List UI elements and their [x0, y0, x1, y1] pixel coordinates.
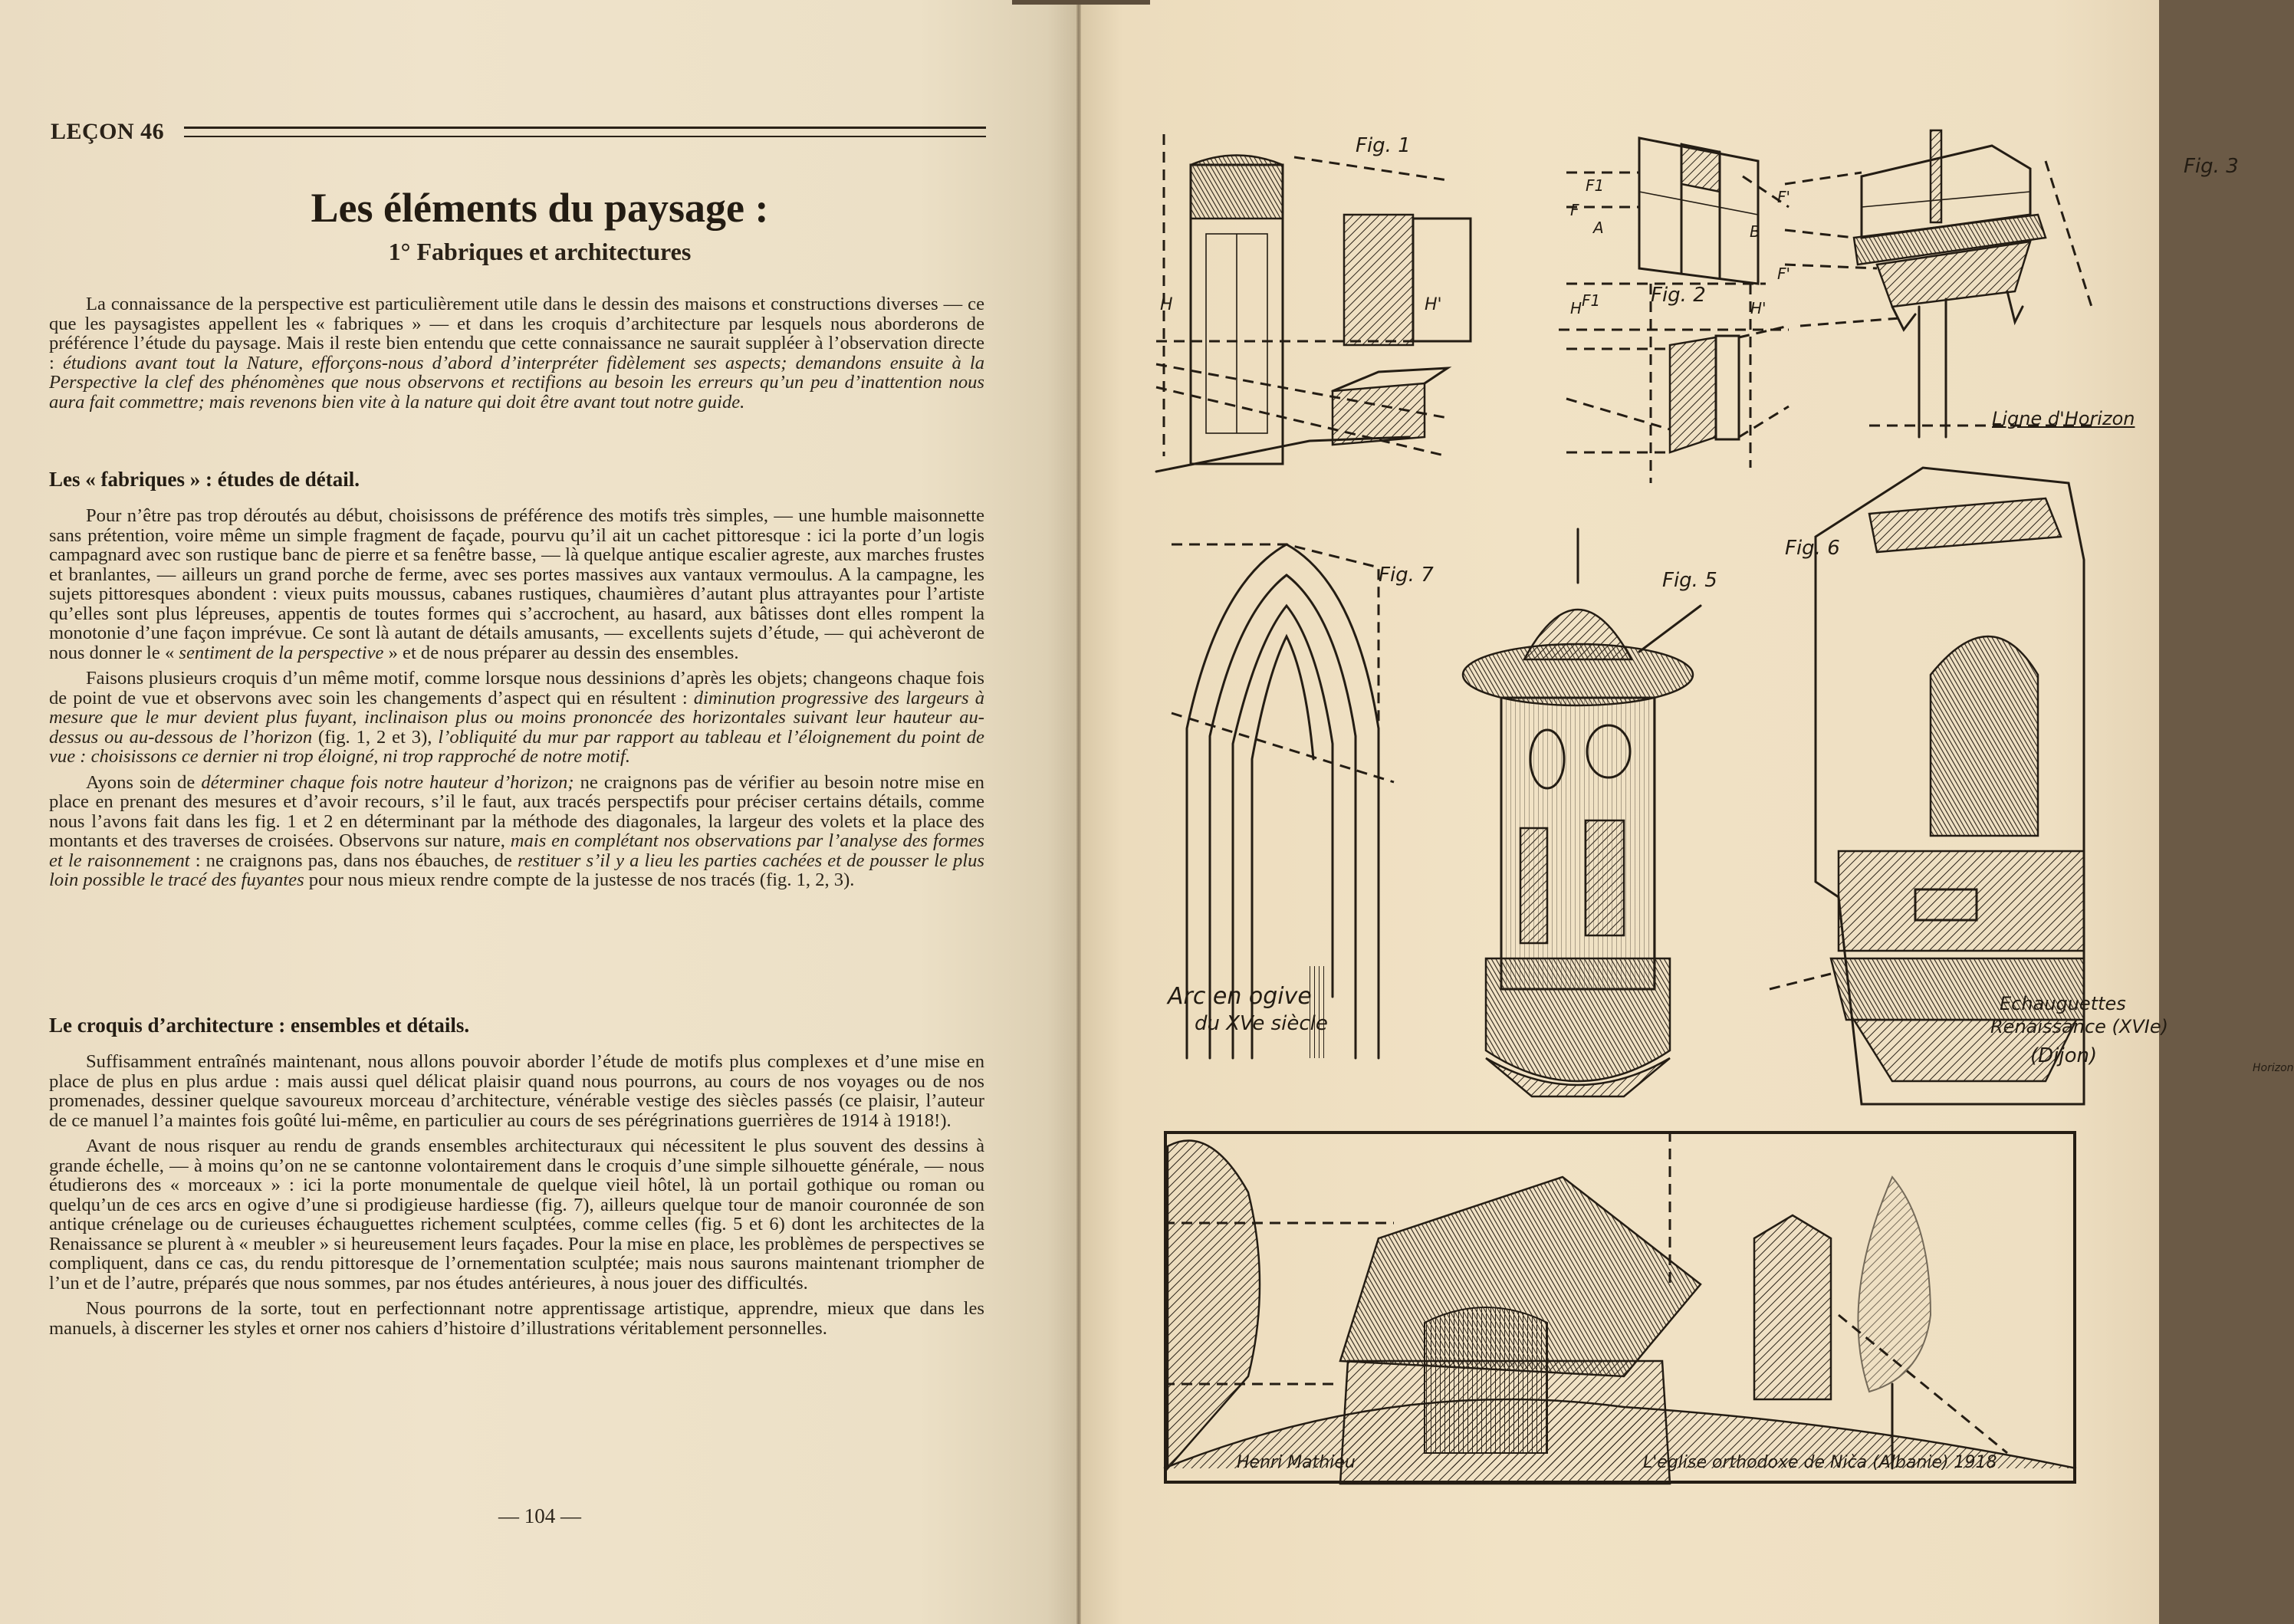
figure-5-turret-sketch	[1455, 529, 1731, 1096]
italic-text: mais en complétant nos observations par l’analyse des formes et le raisonnement	[49, 830, 984, 871]
fig2-mark-f1-low: F1	[1582, 291, 1601, 310]
section-heading-fabriques: Les « fabriques » : études de détail.	[49, 468, 360, 491]
text: Ayons soin de	[86, 771, 202, 793]
fig2-horizon-left: H	[1570, 299, 1582, 317]
fig2-mark-fprime-2: F'	[1777, 265, 1791, 283]
figure-1-door-window-sketch	[1156, 134, 1455, 479]
lesson-header	[51, 117, 986, 147]
fig2-mark-f1: F1	[1586, 176, 1605, 195]
text: Faisons plusieurs croquis d’un même motif, comme lorsque nous dessinions d’après les objets; changeons chaque fois de point de vue et observons avec soin les changements d’aspect qui en résultent :	[49, 668, 984, 708]
text: » et de nous préparer au dessin des ensembles.	[383, 642, 739, 663]
landscape-caption: L'église orthodoxe de Niča (Albanie) 1918	[1643, 1453, 1997, 1472]
fig2-horizon-right: H'	[1750, 299, 1767, 317]
intro-text: La connaissance de la perspective est particulièrement utile dans le dessin des maisons et constructions diverses — ce que les paysagistes appellent les « fabriques » — et dans les croquis d’architecture par lesquels nous aborderons de préférence l’étude du paysage. Mais il reste bien entendu que cette connaissance ne saurait suppléer à l’observation directe :	[49, 294, 984, 373]
fig7-caption-line2: du XVe siècle	[1195, 1012, 1328, 1035]
fig2-mark-fprime: F'	[1777, 188, 1791, 206]
book-gutter	[1076, 0, 1081, 1624]
fig2-mark-b: B	[1750, 222, 1760, 241]
italic-text: déterminer chaque fois notre hauteur d’horizon;	[201, 771, 574, 793]
paragraph: Avant de nous risquer au rendu de grands ensembles architecturaux qui nécessitent le plus souvent des dessins à grande échelle, — à moins qu’on ne se cantonne volontairement dans le croquis d’une simple silhouette générale, — nous étudierons des « morceaux » : ici la porte monumentale de quelque vieil hôtel, là un portail gothique ou roman ou quelqu’un de ces arcs en ogive d’une si prodigieuse hardiesse (fig. 7), ailleurs quelque tour de manoir couronnée de son antique crénelage ou de curieuses échauguettes richement sculptées, comme celles (fig. 5 et 6) dont les architectes de la Renaissance se plurent à « meubler » si heureusement leurs façades. Pour la mise en place, les problèmes de perspectives se compliquent, dans ce cas, du rendu pittoresque de l’ornementation sculptée; mais nous saurons maintenant triompher de l’un et de l’autre, préparés que nous sommes, par nos études antérieures, à nous jouer des difficultés.	[49, 1136, 984, 1294]
italic-text: diminution progressive des largeurs à mesure que le mur devient plus fuyant, inclinaison plus ou moins prononcée des horizontales suivant leur hauteur au-dessus ou au-dessous de l’horizon	[49, 687, 984, 748]
page-subtitle: 1° Fabriques et architectures	[388, 238, 692, 265]
text: ne craignons pas de vérifier au besoin notre mise en place en prenant des mesures et d’avoir recours, s’il le faut, aux tracés perspectifs pour préciser certains détails, comme nous l’avons fait dans les fig. 1 et 2 en déterminant par la méthode des diagonales, la largeur des volets et la place des montants et des traverses de croisées. Observons sur nature,	[49, 771, 984, 851]
text: (fig. 1, 2 et 3),	[312, 726, 439, 748]
fig7-caption-line1: Arc en ogive	[1168, 983, 1312, 1010]
paragraph: Suffisamment entraînés maintenant, nous allons pouvoir aborder l’étude de motifs plus complexes et d’une mise en place de plus en plus ardue : mais aussi quel délicat plaisir quand nous pourrons, au cours de nos voyages ou de nos promenades, dessiner quelque savoureux morceau d’architecture, vénérable vestige des siècles passés (ce plaisir, l’auteur de ce manuel l’a maintes fois goûté lui-même, en particulier au cours de ses pérégrinations guerrières de 1914 à 1918!).	[49, 1051, 984, 1131]
landscape-signature: Henri Mathieu	[1237, 1453, 1356, 1472]
page-title: Les éléments du paysage :	[311, 185, 769, 231]
section-fabriques-body	[49, 506, 984, 896]
italic-text: sentiment de la perspective	[179, 642, 384, 663]
page-number: — 104 —	[498, 1504, 581, 1527]
fig2-label: Fig. 2	[1651, 284, 1706, 307]
header-rule	[184, 127, 986, 137]
section-croquis-body	[49, 1052, 984, 1344]
fig1-horizon-right: H'	[1425, 295, 1442, 314]
italic-text: restituer s’il y a lieu les parties cachées et de pousser le plus loin possible le tracé des fuyantes	[49, 850, 984, 890]
italic-text: l’obliquité du mur par rapport au tableau et l’éloignement du point de vue : choisissons ce dernier ni trop éloigné, ni trop rapproché de notre motif.	[49, 726, 984, 767]
paragraph	[49, 669, 984, 767]
section-heading-croquis: Le croquis d’architecture : ensembles et détails.	[49, 1014, 470, 1037]
text: Pour n’être pas trop déroutés au début, choisissons de préférence des motifs très simples, — une humble maisonnette sans prétention, voire même un simple fragment de façade, pourvu qu’il ait un cachet pittoresque : ici la porte d’un logis campagnard avec son rustique banc de pierre et sa fenêtre basse, — là quelque antique escalier agreste, aux marches frustes et branlantes, — ailleurs un grand porche de ferme, avec ses portes massives aux vantaux vermoulus. A la campagne, les sujets pittoresques abondent : vieux puits moussus, cabanes rustiques, chaumières d’autant plus attrayantes pour l’artiste qu’elles sont plus lépreuses, appentis de toutes formes qui s’accrochent, au hasard, aux bâtisses dont elles rompent la monotonie d’une façon imprévue. Ce sont là autant de détails amusants, — excellents sujets d’étude, — qui achèveront de nous donner le «	[49, 505, 984, 663]
right-page	[1080, 0, 2294, 1624]
fig7-label: Fig. 7	[1379, 564, 1434, 587]
paragraph	[49, 506, 984, 662]
fig1-horizon-left: H	[1160, 295, 1173, 314]
text: : ne craignons pas, dans nos ébauches, de	[189, 850, 518, 871]
fig2-mark-a: A	[1593, 219, 1604, 237]
fig6-horizon-note: Horizon	[2253, 1062, 2294, 1074]
fig5-label: Fig. 5	[1662, 569, 1717, 592]
fig6-caption-line1: Echauguettes	[2000, 993, 2126, 1014]
figure-church-landscape-sketch	[1164, 1131, 2076, 1484]
paragraph	[49, 773, 984, 890]
book-spine-shadow	[1012, 0, 1150, 5]
left-page	[0, 0, 1080, 1624]
paragraph: Nous pourrons de la sorte, tout en perfectionnant notre apprentissage artistique, apprendre, mieux que dans les manuels, à discerner les styles et orner nos cahiers d’histoire d’illustrations véritablement personnelles.	[49, 1298, 984, 1339]
intro-italic-text: étudions avant tout la Nature, efforçons-nous d’abord d’interpréter fidèlement ses aspects; demandons ensuite à la Perspective la clef des phénomènes que nous observons et rectifions au besoin les erreurs qu’un peu d’inattention nous aura fait commettre; mais revenons bien vite à la nature qui doit être avant tout notre guide.	[49, 352, 984, 413]
intro-paragraph	[49, 294, 984, 412]
fig3-horizon-caption: Ligne d'Horizon	[1992, 408, 2135, 429]
fig3-label: Fig. 3	[2184, 155, 2239, 178]
fig6-caption-line3: (Dijon)	[2030, 1044, 2098, 1067]
fig2-mark-f: F	[1570, 201, 1579, 219]
figure-7-gothic-arch-sketch	[1172, 537, 1394, 1058]
fig1-label: Fig. 1	[1356, 134, 1411, 157]
text: pour nous mieux rendre compte de la justesse de nos tracés (fig. 1, 2, 3).	[304, 870, 855, 890]
lesson-label: LEÇON 46	[51, 119, 165, 144]
intro-block	[49, 294, 984, 418]
fig6-label: Fig. 6	[1785, 537, 1840, 560]
fig6-caption-line2: Renaissance (XVIe)	[1990, 1016, 2168, 1037]
